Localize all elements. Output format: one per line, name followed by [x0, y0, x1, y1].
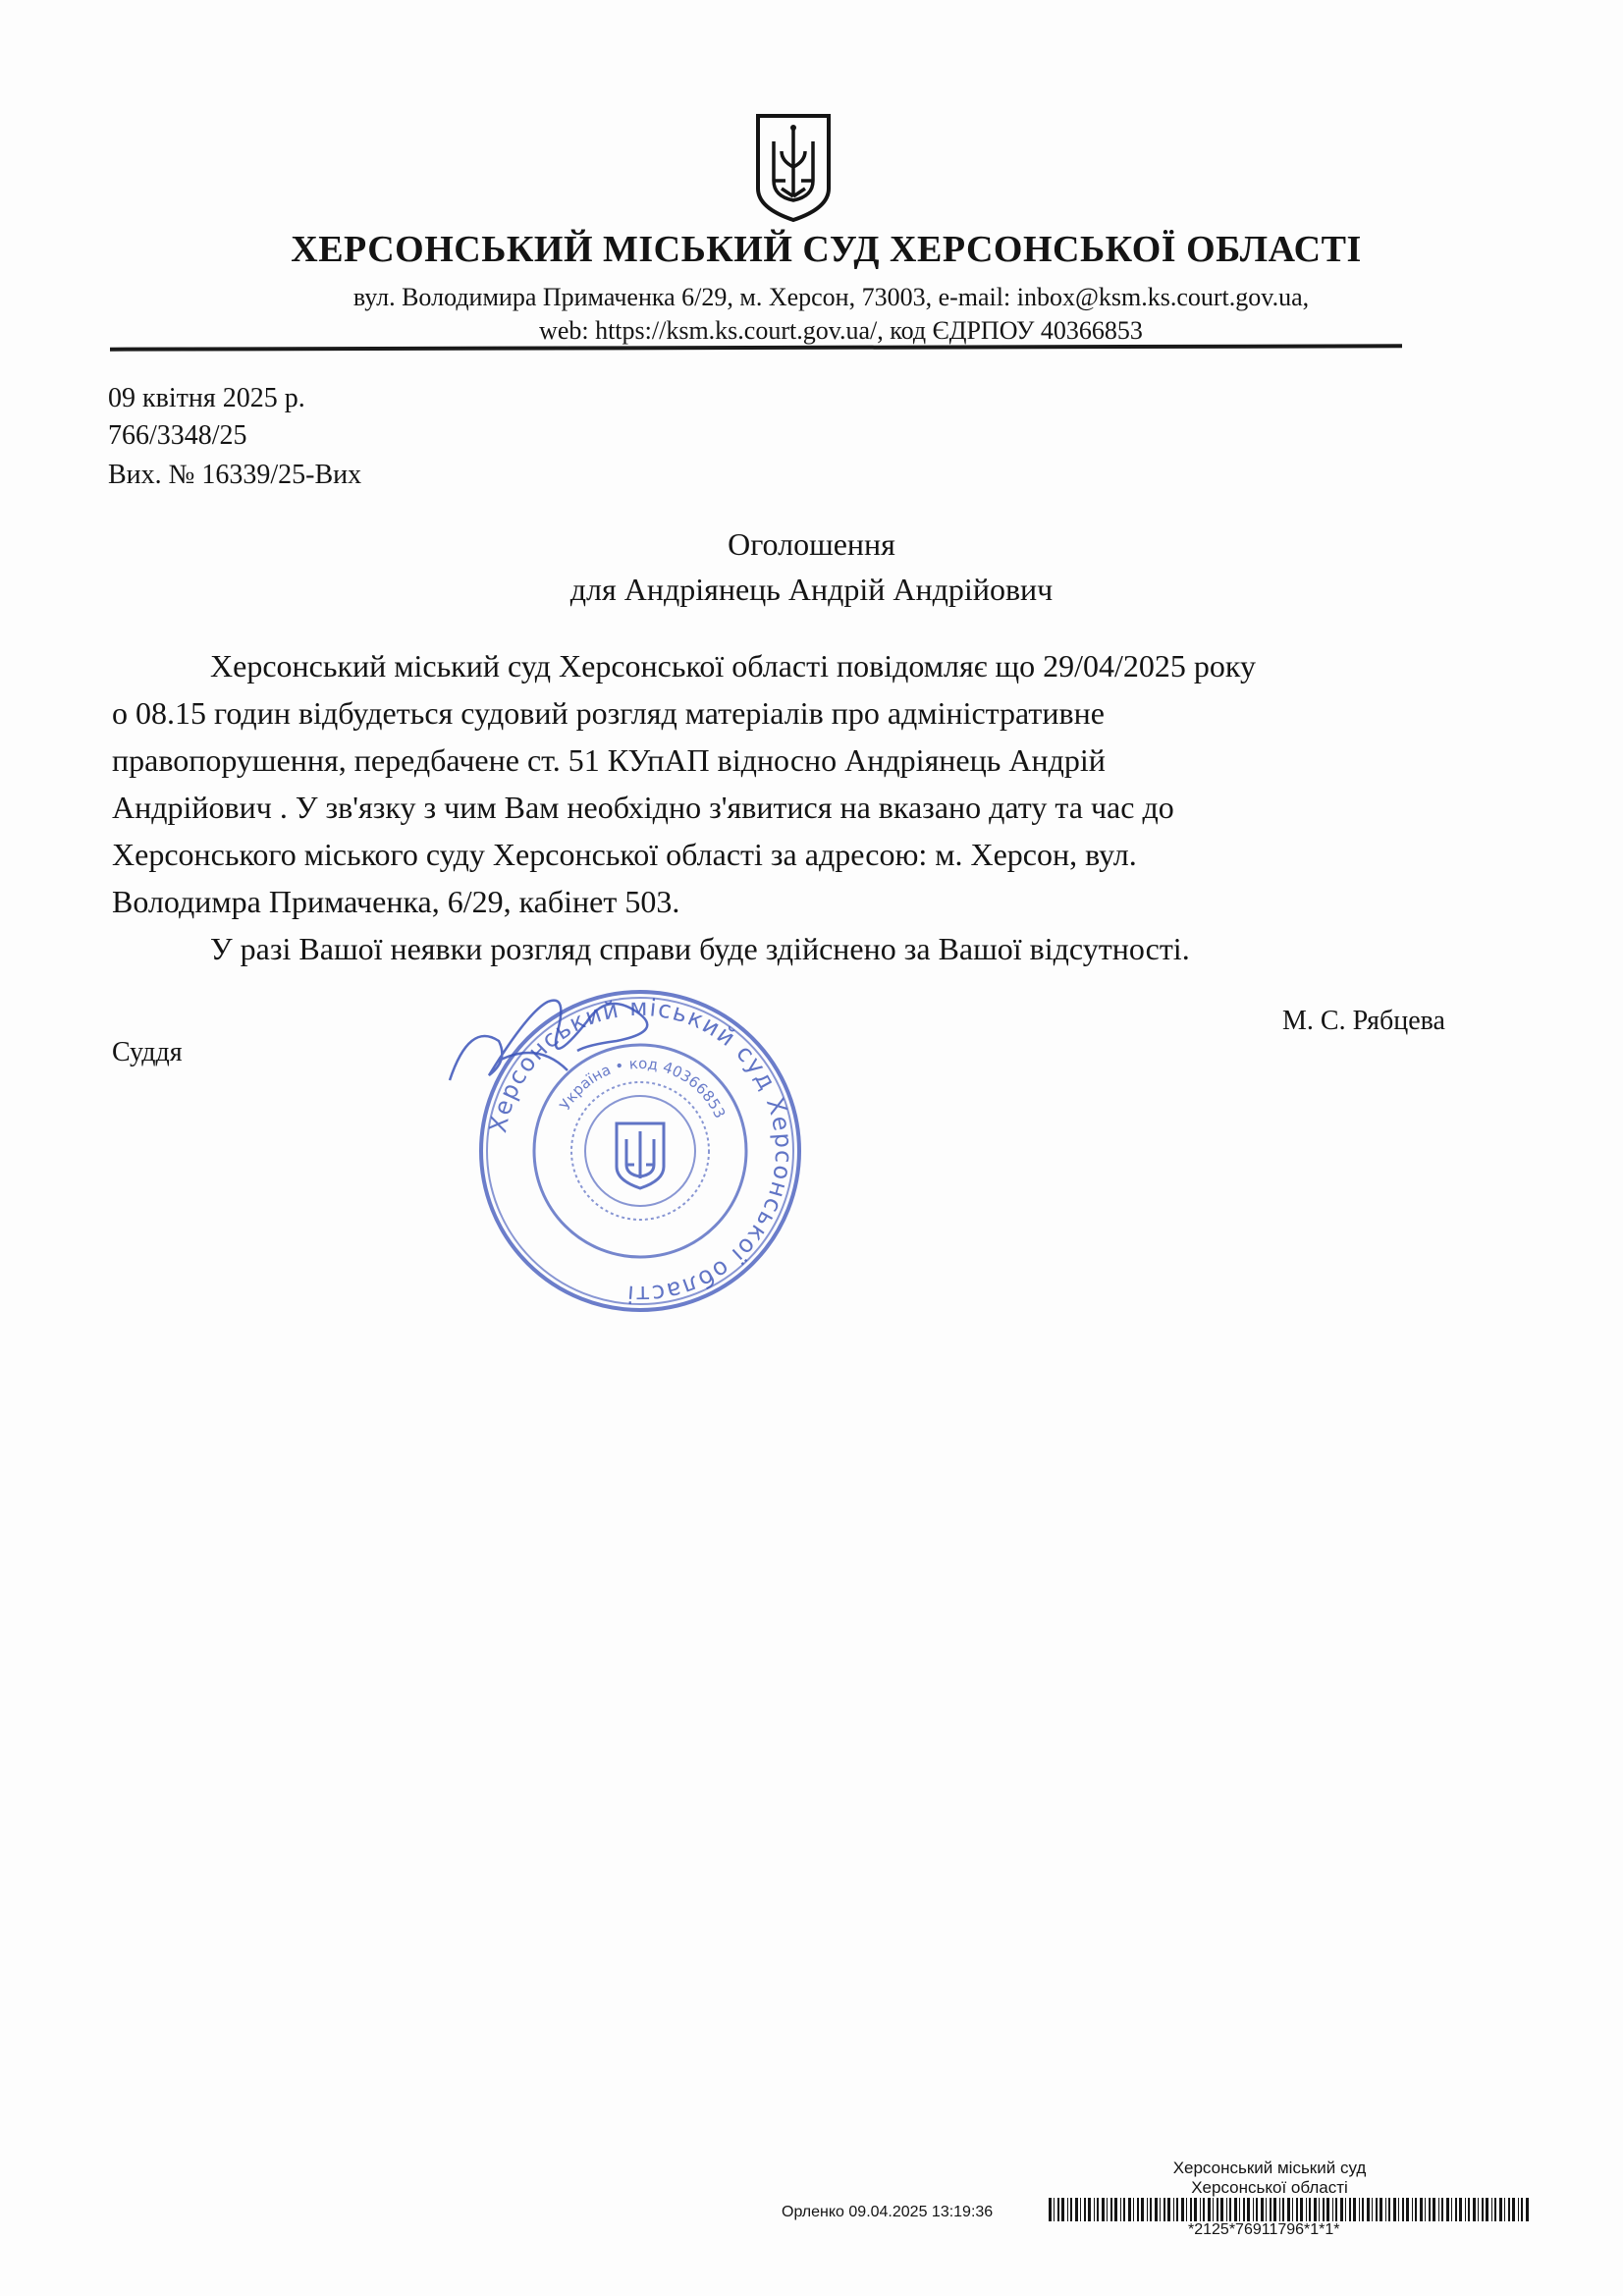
body-line: Херсонського міського суду Херсонської області за адресою: м. Херсон, вул. — [112, 837, 1137, 872]
handwritten-signature — [440, 982, 685, 1100]
body-line: У разі Вашої неявки розгляд справи буде здійснено за Вашої відсутності. — [210, 931, 1190, 966]
footer-court-line1: Херсонський міський суд — [1172, 2159, 1367, 2177]
notice-title: Оголошення — [728, 526, 895, 562]
document-date: 09 квітня 2025 р. — [108, 383, 305, 413]
footer-printed-by: Орленко 09.04.2025 13:19:36 — [782, 2204, 994, 2220]
svg-text:Херсонський міський суд Херсон: Херсонський міський суд Херсонської області — [484, 993, 798, 1309]
outgoing-number: Вих. № 16339/25-Вих — [108, 460, 362, 490]
body-line: Херсонський міський суд Херсонської області повідомляє що 29/04/2025 року — [210, 648, 1256, 683]
barcode-caption: *2125*76911796*1*1* — [1188, 2221, 1340, 2238]
coat-of-arms-icon — [752, 112, 835, 224]
court-web-and-code: web: https://ksm.ks.court.gov.ua/, код ЄДРПОУ 40366853 — [539, 316, 1143, 345]
judge-label: Суддя — [112, 1037, 183, 1067]
barcode — [1049, 2198, 1532, 2221]
judge-name: М. С. Рябцева — [1282, 1006, 1445, 1036]
footer-court — [1157, 2159, 1382, 2198]
svg-text:Україна • код 40366853: Україна • код 40366853 — [556, 1054, 730, 1121]
body-line: правопорушення, передбачене ст. 51 КУпАП відносно Андріянець Андрій — [112, 742, 1106, 778]
body-line: о 08.15 годин відбудеться судовий розгляд матеріалів про адміністративне — [112, 695, 1105, 731]
court-name: ХЕРСОНСЬКИЙ МІСЬКИЙ СУД ХЕРСОНСЬКОЇ ОБЛАСТІ — [291, 229, 1362, 270]
footer-court-line2: Херсонської області — [1191, 2178, 1348, 2197]
notice-recipient: для Андріянець Андрій Андрійович — [569, 572, 1054, 607]
body-line: Володимра Примаченка, 6/29, кабінет 503. — [112, 884, 680, 919]
case-number: 766/3348/25 — [108, 420, 247, 451]
court-address: вул. Володимира Примаченка 6/29, м. Херсон, 73003, e-mail: inbox@ksm.ks.court.gov.ua, — [352, 283, 1310, 311]
body-line: Андрійович . У зв'язку з чим Вам необхідно з'явитися на вказано дату та час до — [112, 790, 1174, 825]
